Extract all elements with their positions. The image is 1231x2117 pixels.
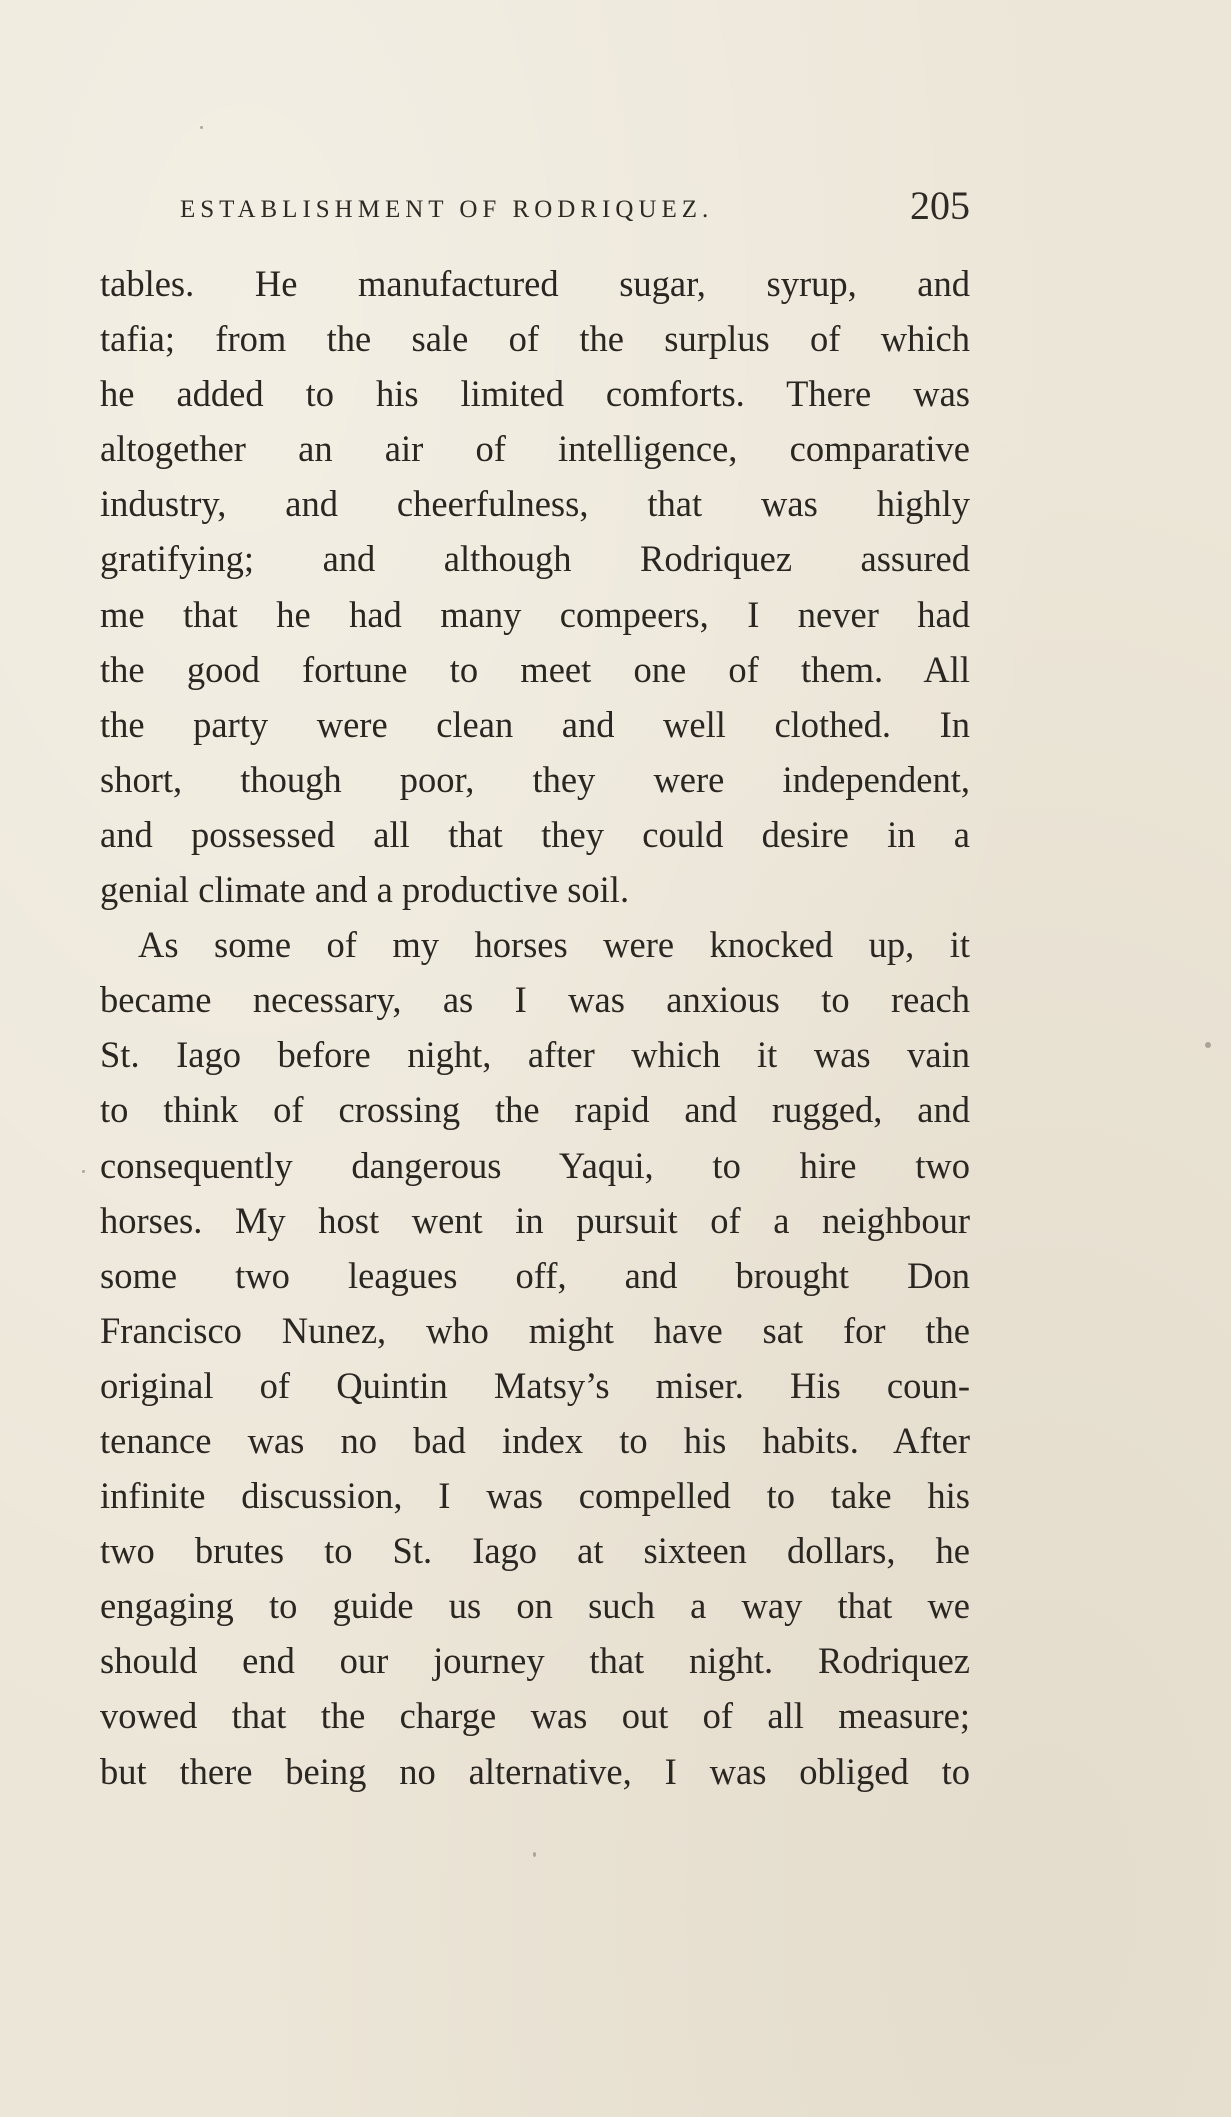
text-line: to think of crossing the rapid and rugged, and [100,1089,970,1131]
text-line: should end our journey that night. Rodriquez [100,1640,970,1682]
text-line: and possessed all that they could desire in a [100,813,970,855]
text-line: two brutes to St. Iago at sixteen dollars, he [100,1530,970,1572]
text-line: me that he had many compeers, I never had [100,593,970,635]
paper-speck [533,1852,536,1857]
running-head [100,182,970,242]
text-line: tenance was no bad index to his habits. After [100,1419,970,1461]
text-line: vowed that the charge was out of all measure; [100,1695,970,1737]
text-line: gratifying; and although Rodriquez assured [100,538,970,580]
paper-speck [82,1170,85,1173]
text-line: tables. He manufactured sugar, syrup, and [100,263,970,304]
text-line: St. Iago before night, after which it was vain [100,1034,970,1076]
text-line: engaging to guide us on such a way that we [100,1585,970,1627]
text-line: horses. My host went in pursuit of a neighbour [100,1199,970,1241]
text-line: tafia; from the sale of the surplus of which [100,318,970,360]
text-line: original of Quintin Matsy’s miser. His coun- [100,1364,970,1406]
text-line: became necessary, as I was anxious to reach [100,979,970,1021]
text-line: altogether an air of intelligence, comparative [100,428,970,470]
text-line: the party were clean and well clothed. In [100,703,970,745]
text-line: consequently dangerous Yaqui, to hire two [100,1144,970,1186]
text-line: some two leagues off, and brought Don [100,1254,970,1296]
paper-speck [200,126,203,129]
body-text [100,256,970,1799]
text-line: As some of my horses were knocked up, it [138,924,970,966]
text-line: infinite discussion, I was compelled to take his [100,1475,970,1517]
text-line: the good fortune to meet one of them. All [100,648,970,690]
text-line: Francisco Nunez, who might have sat for the [100,1309,970,1351]
text-line: he added to his limited comforts. There was [100,373,970,415]
text-line: industry, and cheerfulness, that was highly [100,483,970,525]
text-line: but there being no alternative, I was obliged to [100,1750,970,1792]
running-title: ESTABLISHMENT OF RODRIQUEZ. [180,196,714,223]
text-line: short, though poor, they were independent, [100,758,970,800]
page-number: 205 [910,183,970,228]
paper-speck [1205,1042,1211,1048]
text-line: genial climate and a productive soil. [100,869,630,911]
